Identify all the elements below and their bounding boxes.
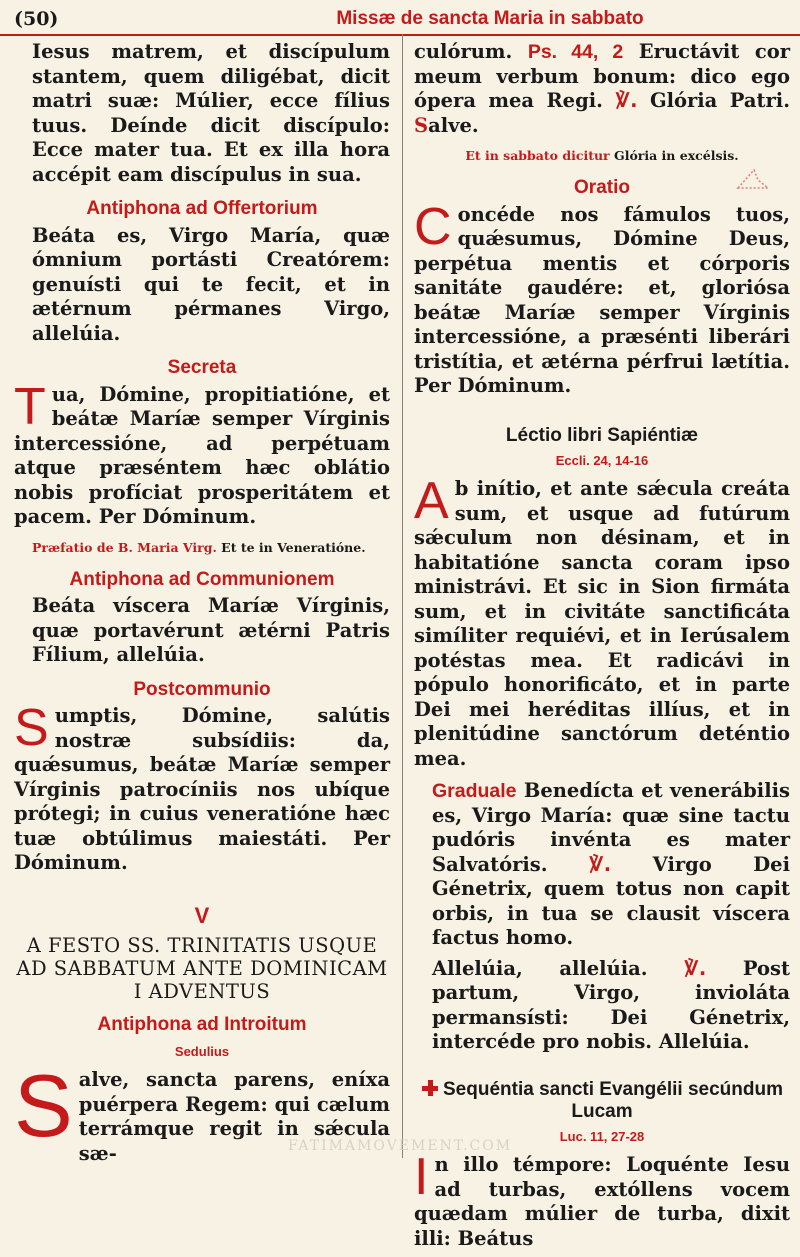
- praefatio-text: Et te in Veneratióne.: [221, 539, 366, 555]
- gospel-paragraph: [414, 1148, 790, 1251]
- left-column: [14, 40, 390, 1172]
- postcommunio-text: umptis, Dómine, salútis nostræ subsídiis: da, quǽsumus, beátæ Maríæ semper Vírginis patrocíniis nos ubíque prótegi; in cuius veneratióne hæc tuæ obtúlimus maiestáti. Per Dóminum.: [14, 704, 390, 874]
- praefatio-rubric: Præfatio de B. Maria Virg.: [32, 539, 217, 555]
- alleluia-text-1: Allelúia, allelúia.: [432, 956, 648, 980]
- graduale-paragraph: [414, 779, 790, 951]
- lectio-heading: Léctio libri Sapiéntiæ: [505, 424, 699, 446]
- watermark: FATIMAMOVEMENT.COM: [287, 1138, 513, 1154]
- introit-source: Sedulius: [174, 1043, 230, 1059]
- introit-continuation: [414, 40, 790, 138]
- secreta-heading: Secreta: [167, 357, 237, 378]
- alleluia-text-2: Post partum, Virgo, invioláta permansísti: Dei Génetrix, intercéde pro nobis. Allelúia.: [432, 956, 790, 1053]
- oratio-initial: C: [414, 197, 452, 256]
- versicle-icon: ℣.: [615, 89, 638, 112]
- introit-heading: Antiphona ad Introitum: [97, 1014, 307, 1035]
- graduale-versicle-icon: ℣.: [589, 852, 612, 876]
- introit-initial: S: [14, 1056, 73, 1155]
- offertory-text: Beáta es, Virgo María, quæ ómnium portásti Creatórem: genuísti qui te fecit, et in ætérnum pérmanes Virgo, allelúia.: [32, 223, 390, 345]
- alleluia-paragraph: [414, 957, 790, 1055]
- introit-cont-3: Glória Patri.: [649, 89, 790, 112]
- postcommunio-heading: Postcommunio: [133, 678, 271, 700]
- secreta-paragraph: [14, 377, 390, 530]
- graduale-text-1: Benedícta et venerábilis es, Virgo María: quæ sine tactu pudóris invénta es mater Salvatóris.: [432, 779, 790, 876]
- oratio-heading: Oratio: [574, 177, 630, 198]
- part-letter: V: [194, 902, 210, 928]
- salve-rest: alve.: [428, 113, 479, 137]
- page-number: (50): [14, 8, 59, 30]
- introit-cont-1: culórum.: [414, 40, 513, 63]
- rubric-stamp-icon: [736, 168, 770, 190]
- offertory-heading: Antiphona ad Offertorium: [86, 198, 318, 219]
- lectio-paragraph: [414, 472, 790, 771]
- graduale-text-2: Virgo Dei Génetrix, quem totus non capit orbis, in tua se clausit víscera factus homo.: [432, 852, 790, 949]
- lectio-text: b inítio, et ante sǽcula creáta sum, et usque ad futúrum sǽculum non désinam, et in habitatióne sancta coram ipso ministrávi. Et sic in Sion firmáta sum, et in civitáte sanctificáta simíliter requiévi, et in Ierúsalem potéstas mea. Et radicávi in pópulo honorificáto, et in parte Dei mei heréditas illíus, et in plenitúdine sanctórum deténtio mea.: [414, 477, 790, 770]
- oratio-text: oncéde nos fámulos tuos, quǽsumus, Dómine Deus, perpétua mentis et córporis sanitáte gaudére: et, gloriósa beátæ Maríæ semper Vírginis intercessióne, a præsénti liberári tristítia, et ætérna pérfrui lætítia. Per Dóminum.: [414, 202, 790, 397]
- introit-cont-2: Eructávit cor meum verbum bonum: dico ego ópera mea Regi.: [414, 40, 790, 112]
- running-title: Missæ de sancta Maria in sabbato: [336, 8, 644, 29]
- communion-heading: Antiphona ad Communionem: [69, 568, 335, 590]
- cross-icon: [421, 1079, 439, 1097]
- postcommunio-initial: S: [14, 699, 49, 757]
- psalm-reference: Ps. 44, 2: [527, 41, 624, 63]
- gospel-heading-text: Sequéntia sancti Evangélii secúndum Lucam: [443, 1078, 783, 1122]
- communion-text: Beáta víscera Maríæ Vírginis, quæ portavérunt ætérni Patris Fílium, allelúia.: [32, 594, 390, 666]
- postcommunio-paragraph: [14, 699, 390, 876]
- gloria-text: Glória in excélsis.: [614, 148, 739, 163]
- introit-text: alve, sancta parens, eníxa puérpera Regem: qui cælum terrámque regit in sǽcula sæ-: [78, 1068, 390, 1165]
- lectio-initial: A: [414, 472, 449, 530]
- gloria-note: [414, 148, 790, 164]
- gospel-ending-text: Iesus matrem, et discípulum stantem, quem diligébat, dicit matri suæ: Múlier, ecce fílius tuus. Deínde dicit discípulo: Ecce mater tua. Et ex illa hora accépit eam discípulus in sua.: [32, 40, 390, 186]
- graduale-label: Graduale: [432, 780, 517, 802]
- oratio-paragraph: [414, 197, 790, 399]
- lectio-reference: Eccli. 24, 14-16: [555, 452, 649, 468]
- gospel-text: n illo témpore: Loquénte Iesu ad turbas, extóllens vocem quædam múlier de turba, dixit illi: Beátus: [414, 1153, 790, 1250]
- salve-initial: S: [414, 113, 429, 137]
- gospel-heading: [414, 1079, 790, 1123]
- secreta-text: ua, Dómine, propitiatióne, et beátæ Maríæ semper Vírginis intercessióne, ad perpétuam atque præséntem hæc oblátio nobis profíciat prosperitátem et pacem. Per Dóminum.: [14, 382, 390, 528]
- gloria-rubric: Et in sabbato dicitur: [465, 148, 610, 163]
- page-header: [0, 0, 800, 36]
- gospel-initial: I: [414, 1148, 429, 1206]
- praefatio-note: [14, 540, 390, 556]
- alleluia-versicle-icon: ℣.: [684, 956, 707, 980]
- secreta-initial: T: [14, 377, 46, 436]
- column-divider: [402, 34, 403, 1158]
- part-title: A FESTO SS. TRINITATIS USQUE AD SABBATUM ANTE DOMINICAM I ADVENTUS: [16, 934, 388, 1003]
- gospel-reference: Luc. 11, 27-28: [559, 1128, 645, 1144]
- right-column: [414, 40, 790, 1257]
